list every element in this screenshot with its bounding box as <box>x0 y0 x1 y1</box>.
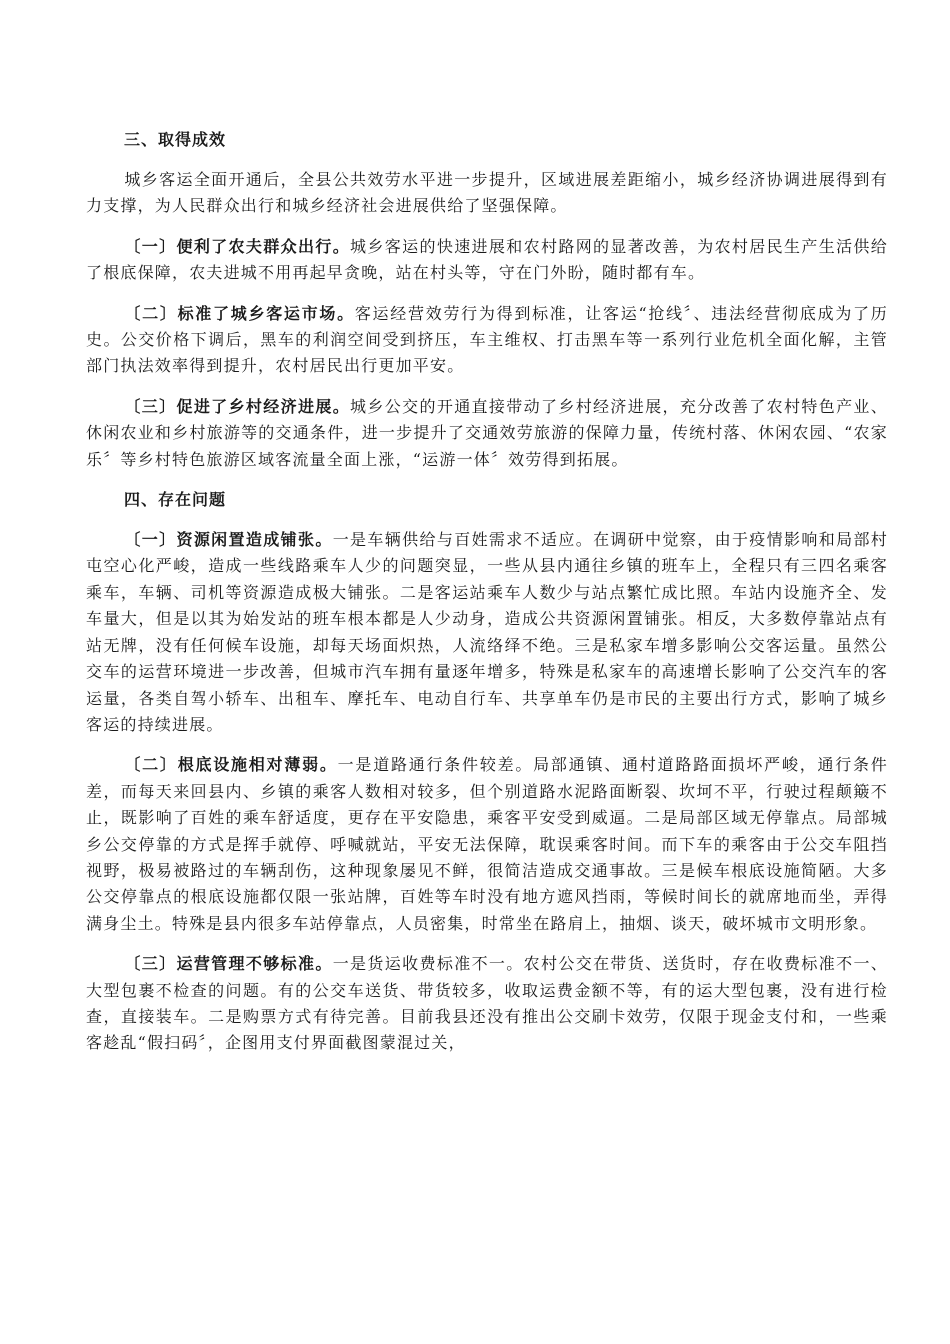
paragraph-results-2 <box>86 301 888 380</box>
paragraph-text: 城乡客运的快速进展和农村路网的显著改善，为农村居民生产生活供给了根底保障，农夫进城不用再起早贪晚，站在村头等，守在门外盼，随时都有车。 <box>86 236 888 283</box>
paragraph-lead: 〔一〕资源闲置造成铺张。 <box>124 530 333 550</box>
paragraph-results-intro <box>86 167 888 220</box>
paragraph-problems-3 <box>86 951 888 1057</box>
paragraph-text: 一是货运收费标准不一。农村公交在带货、送货时，存在收费标准不一、大型包裹不检查的问题。有的公交车送货、带货较多，收取运费金额不等，有的运大型包裹，没有进行检查，直接装车。二是购票方式有待完善。目前我县还没有推出公交刷卡效劳，仅限于现金支付和，一些乘客趁乱“假扫码〞，企图用支付界面截图蒙混过关， <box>86 954 889 1053</box>
section-heading-results: 三、取得成效 <box>124 130 227 149</box>
paragraph-text: 城乡客运全面开通后，全县公共效劳水平进一步提升，区域进展差距缩小，城乡经济协调进展得到有力支撑，为人民群众出行和城乡经济社会进展供给了坚强保障。 <box>86 170 888 216</box>
paragraph-problems-1 <box>86 527 888 738</box>
paragraph-lead: 〔一〕便利了农夫群众出行。 <box>124 236 351 256</box>
paragraph-lead: 〔三〕运营管理不够标准。 <box>124 954 333 974</box>
paragraph-lead: 〔三〕促进了乡村经济进展。 <box>124 396 351 416</box>
paragraph-text: 一是车辆供给与百姓需求不适应。在调研中觉察，由于疫情影响和局部村屯空心化严峻，造成一些线路乘车人少的问题突显，一些从县内通往乡镇的班车上，全程只有三四名乘客乘车，车辆、司机等资源造成极大铺张。二是客运站乘车人数少与站点繁忙成比照。车站内设施齐全、发车量大，但是以其为始发站的班车根本都是人少动身，造成公共资源闲置铺张。相反，大多数停靠站点有站无牌，没有任何候车设施，却每天场面炽热，人流络绎不绝。三是私家车增多影响公交客运量。虽然公交车的运营环境进一步改善，但城市汽车拥有量逐年增多，特殊是私家车的高速增长影响了公交汽车的客运量，各类自驾小轿车、出租车、摩托车、电动自行车、共享单车仍是市民的主要出行方式，影响了城乡客运的持续进展。 <box>86 530 889 734</box>
paragraph-lead: 〔二〕根底设施相对薄弱。 <box>124 755 338 775</box>
section-heading-problems: 四、存在问题 <box>124 490 227 510</box>
paragraph-results-3 <box>86 394 888 473</box>
paragraph-text: 一是道路通行条件较差。局部通镇、通村道路路面损坏严峻，通行条件差，而每天来回县内、乡镇的乘客人数相对较多，但个别道路水泥路面断裂、坎坷不平，行驶过程颠簸不止，既影响了百姓的乘车舒适度，更存在平安隐患，乘客平安受到威逼。二是局部区域无停靠点。局部城乡公交停靠的方式是挥手就停、呼喊就站，平安无法保障，耽误乘客时间。而下车的乘客由于公交车阻挡视野，极易被路过的车辆刮伤，这种现象屡见不鲜，很简洁造成交通事故。三是候车根底设施简陋。大多公交停靠点的根底设施都仅限一张站牌，百姓等车时没有地方遮风挡雨，等候时间长的就席地而坐，弄得满身尘土。特殊是县内很多车站停靠点，人员密集，时常坐在路肩上，抽烟、谈天，破坏城市文明形象。 <box>86 755 888 933</box>
paragraph-lead: 〔二〕标准了城乡客运市场。 <box>124 303 355 323</box>
paragraph-problems-2 <box>86 752 888 937</box>
paragraph-results-1 <box>86 234 888 287</box>
paragraph-text: 城乡公交的开通直接带动了乡村经济进展，充分改善了农村特色产业、休闲农业和乡村旅游等的交通条件，进一步提升了交通效劳旅游的保障力量，传统村落、休闲农园、“农家乐〞等乡村特色旅游区域客流量全面上涨，“运游一体〞效劳得到拓展。 <box>86 396 888 469</box>
paragraph-text: 客运经营效劳行为得到标准，让客运“抢线〞、违法经营彻底成为了历史。公交价格下调后，黑车的利润空间受到挤压，车主维权、打击黑车等一系列行业危机全面化解，主管部门执法效率得到提升，农村居民出行更加平安。 <box>86 303 888 376</box>
